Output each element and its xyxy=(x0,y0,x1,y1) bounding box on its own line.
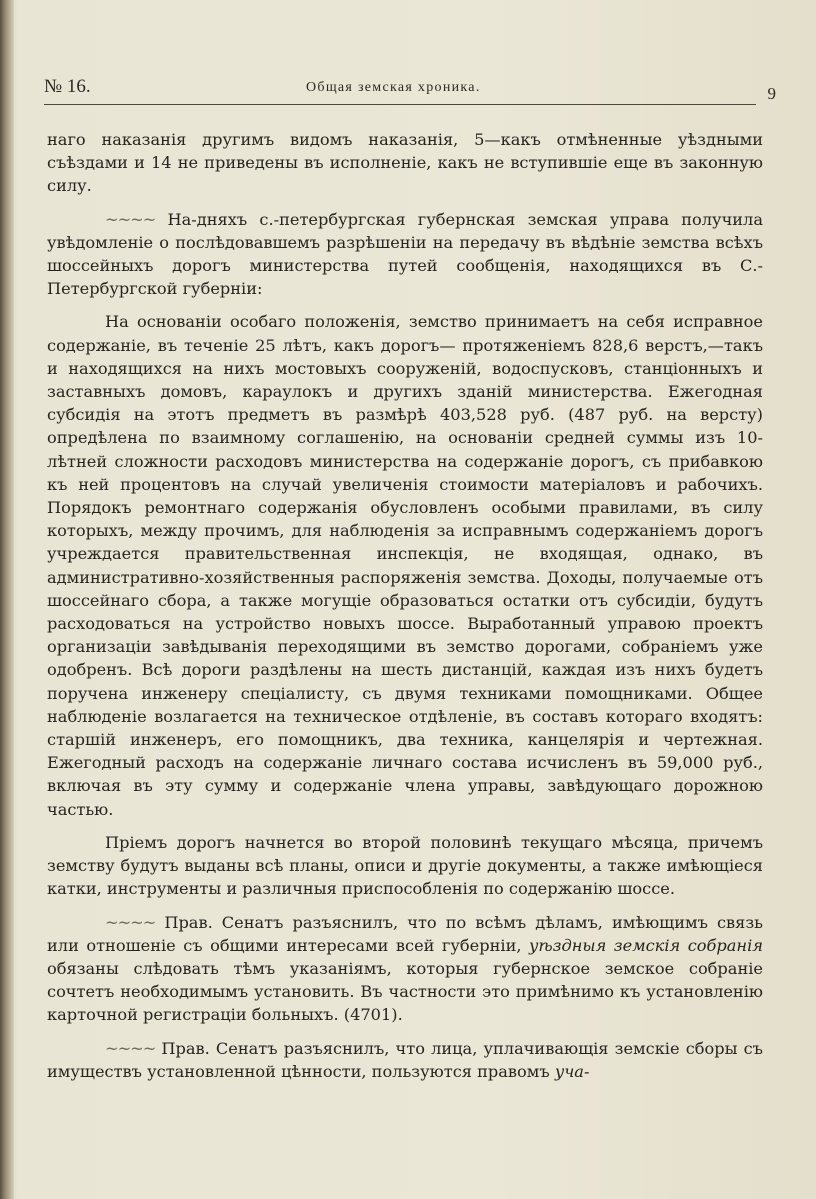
swung-dash-marker: ~~~~ xyxy=(105,209,156,229)
paragraph-text: обязаны слѣдовать тѣмъ указаніямъ, которыя губернское земское собраніе сочтетъ необходимымъ установить. Въ частности это примѣнимо къ установленію карточной регистраціи больныхъ. (4701). xyxy=(47,958,763,1025)
italic-phrase: уча- xyxy=(554,1061,590,1081)
paragraph-conditions xyxy=(47,310,763,820)
page-number: 9 xyxy=(767,84,776,103)
paragraph-text: На-дняхъ с.-петербургская губернская земская управа получила увѣдомленіе о послѣдовавшемъ разрѣшеніи на передачу въ вѣдѣніе земства всѣхъ шоссейныхъ дорогъ министерства путей сообщенія, находящихся въ С.-Петербургской губерніи: xyxy=(47,209,763,299)
header-rule xyxy=(44,104,756,105)
swung-dash-marker: ~~~~ xyxy=(105,912,156,932)
issue-number: № 16. xyxy=(44,76,91,97)
italic-phrase: уѣздныя земскія собранія xyxy=(528,935,763,955)
section-title: Общая земская хроника. xyxy=(306,80,481,95)
swung-dash-marker: ~~~~ xyxy=(105,1038,156,1058)
news-item-senate-2 xyxy=(47,1037,763,1083)
article-body xyxy=(47,128,763,1093)
news-item-senate-1 xyxy=(47,911,763,1027)
book-spine-shadow xyxy=(0,0,14,1199)
paragraph-text: Прав. Сенатъ разъяснилъ, что по всѣмъ дѣламъ, имѣющимъ связь или отношеніе съ общими интересами всей губерніи, xyxy=(47,912,763,955)
news-item-roads xyxy=(47,208,763,301)
paragraph-continuation xyxy=(47,128,763,198)
paragraph-text: наго наказанія другимъ видомъ наказанія, 5—какъ отмѣненные уѣздными съѣздами и 14 не приведены въ исполненіе, какъ не вступившіе еще въ законную силу. xyxy=(47,130,763,196)
paragraph-text: На основаніи особаго положенія, земство принимаетъ на себя исправное содержаніе, въ теченіе 25 лѣтъ, какъ дорогъ— протяженіемъ 828,6 верстъ,—такъ и находящихся на нихъ мостовыхъ сооруженій, водоспусковъ, станціонныхъ и заставныхъ домовъ, караулокъ и другихъ зданій министерства. Ежегодная субсидія на этотъ предметъ въ размѣрѣ 403,528 руб. (487 руб. на версту) опредѣлена по взаимному соглашенію, на основаніи средней суммы изъ 10-лѣтней сложности расходовъ министерства на содержаніе дорогъ, съ прибавкою къ ней процентовъ на случай увеличенія стоимости матеріаловъ и рабочихъ. Порядокъ ремонтнаго содержанія обусловленъ особыми правилами, въ силу которыхъ, между прочимъ, для наблюденія за исправнымъ содержаніемъ дорогъ учреждается правительственная инспекція, не входящая, однако, въ административно-хозяйственныя распоряженія земства. Доходы, получаемые отъ шоссейнаго сбора, а также могущіе образоваться остатки отъ субсидіи, будутъ расходоваться на устройство новыхъ шоссе. Выработанный управою проектъ организаціи завѣдыванія переходящими въ земство дорогами, собраніемъ уже одобренъ. Всѣ дороги раздѣлены на шесть дистанцій, каждая изъ нихъ будетъ поручена инженеру спеціалисту, съ двумя техниками помощниками. Общее наблюденіе возлагается на техническое отдѣленіе, въ составъ котораго входятъ: старшій инженеръ, его помощникъ, два техника, канцелярія и чертежная. Ежегодный расходъ на содержаніе личнаго состава исчисленъ въ 59,000 руб., включая въ эту сумму и содержаніе члена управы, завѣдующаго дорожною частью. xyxy=(47,312,763,819)
paragraph-text: Прав. Сенатъ разъяснилъ, что лица, уплачивающія земскіе сборы съ имуществъ установленной цѣнности, пользуются правомъ xyxy=(47,1038,763,1081)
paragraph-acceptance xyxy=(47,831,763,901)
paragraph-text: Пріемъ дорогъ начнется во второй половинѣ текущаго мѣсяца, причемъ земству будутъ выданы всѣ планы, описи и другіе документы, а также имѣющіеся катки, инструменты и различныя приспособленія по содержанію шоссе. xyxy=(47,832,763,899)
running-header xyxy=(44,74,776,108)
